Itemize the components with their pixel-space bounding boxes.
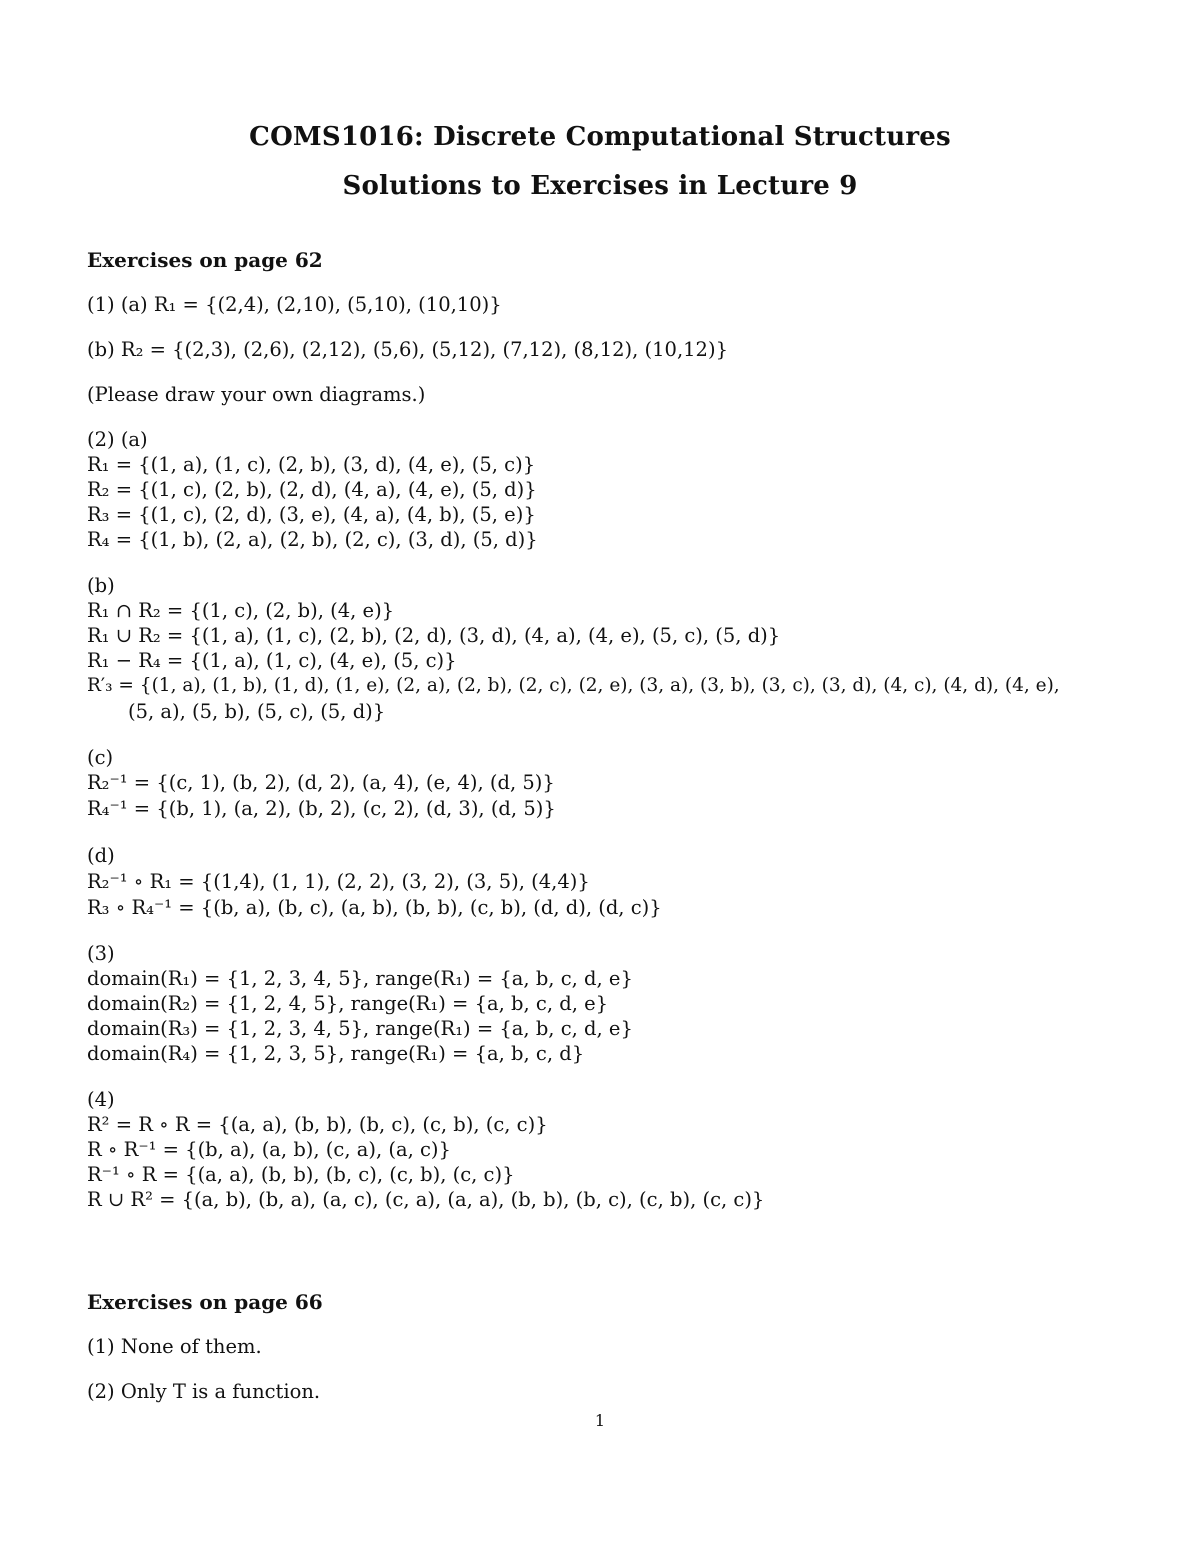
answer-line: (b) R₂ = {(2,3), (2,6), (2,12), (5,6), (5,12), (7,12), (8,12), (10,12)} bbox=[87, 338, 728, 361]
answer-line: R₄⁻¹ = {(b, 1), (a, 2), (b, 2), (c, 2), (d, 3), (d, 5)} bbox=[87, 797, 556, 820]
answer-line: R² = R ∘ R = {(a, a), (b, b), (b, c), (c, b), (c, c)} bbox=[87, 1113, 548, 1136]
answer-line: R⁻¹ ∘ R = {(a, a), (b, b), (b, c), (c, b), (c, c)} bbox=[87, 1163, 515, 1186]
answer-line: (3) bbox=[87, 942, 115, 965]
section-heading-page-62: Exercises on page 62 bbox=[87, 248, 323, 272]
section-heading-page-66: Exercises on page 66 bbox=[87, 1290, 323, 1314]
document-subtitle: Solutions to Exercises in Lecture 9 bbox=[342, 171, 858, 201]
answer-line: R₃ = {(1, c), (2, d), (3, e), (4, a), (4, b), (5, e)} bbox=[87, 503, 536, 526]
answer-line: R′₃ = {(1, a), (1, b), (1, d), (1, e), (2, a), (2, b), (2, c), (2, e), (3, a), (3, b), (3, c), (3, d), (4, c), (4, d), (4, e), bbox=[87, 675, 1060, 696]
answer-line: (2) (a) bbox=[87, 428, 148, 451]
answer-line: R₁ ∪ R₂ = {(1, a), (1, c), (2, b), (2, d), (3, d), (4, a), (4, e), (5, c), (5, d)} bbox=[87, 624, 781, 647]
answer-line: (c) bbox=[87, 746, 114, 769]
answer-line: R ∪ R² = {(a, b), (b, a), (a, c), (c, a), (a, a), (b, b), (b, c), (c, b), (c, c)} bbox=[87, 1188, 765, 1211]
answer-line: domain(R₁) = {1, 2, 3, 4, 5}, range(R₁) = {a, b, c, d, e} bbox=[87, 967, 633, 990]
answer-line: R₂ = {(1, c), (2, b), (2, d), (4, a), (4, e), (5, d)} bbox=[87, 478, 537, 501]
answer-line: (1) (a) R₁ = {(2,4), (2,10), (5,10), (10,10)} bbox=[87, 293, 502, 316]
answer-line: R₃ ∘ R₄⁻¹ = {(b, a), (b, c), (a, b), (b, b), (c, b), (d, d), (d, c)} bbox=[87, 896, 662, 919]
answer-line: R ∘ R⁻¹ = {(b, a), (a, b), (c, a), (a, c)} bbox=[87, 1138, 451, 1161]
answer-line: R₁ − R₄ = {(1, a), (1, c), (4, e), (5, c)} bbox=[87, 649, 457, 672]
answer-line: R₂⁻¹ ∘ R₁ = {(1,4), (1, 1), (2, 2), (3, 2), (3, 5), (4,4)} bbox=[87, 870, 590, 893]
answer-line: (2) Only T is a function. bbox=[87, 1380, 321, 1403]
answer-line: (4) bbox=[87, 1088, 115, 1111]
answer-line: R₄ = {(1, b), (2, a), (2, b), (2, c), (3, d), (5, d)} bbox=[87, 528, 538, 551]
answer-line: R₁ ∩ R₂ = {(1, c), (2, b), (4, e)} bbox=[87, 599, 395, 622]
answer-line: domain(R₃) = {1, 2, 3, 4, 5}, range(R₁) = {a, b, c, d, e} bbox=[87, 1017, 633, 1040]
document-title: COMS1016: Discrete Computational Structures bbox=[249, 122, 951, 152]
answer-line: (1) None of them. bbox=[87, 1335, 262, 1358]
answer-line: (b) bbox=[87, 574, 115, 597]
answer-line: (d) bbox=[87, 844, 115, 867]
answer-line: domain(R₂) = {1, 2, 4, 5}, range(R₁) = {a, b, c, d, e} bbox=[87, 992, 609, 1015]
answer-line: R₁ = {(1, a), (1, c), (2, b), (3, d), (4, e), (5, c)} bbox=[87, 453, 536, 476]
answer-line: (Please draw your own diagrams.) bbox=[87, 383, 426, 406]
answer-line: (5, a), (5, b), (5, c), (5, d)} bbox=[128, 700, 386, 723]
answer-line: R₂⁻¹ = {(c, 1), (b, 2), (d, 2), (a, 4), (e, 4), (d, 5)} bbox=[87, 771, 555, 794]
page-number: 1 bbox=[594, 1411, 606, 1430]
answer-line: domain(R₄) = {1, 2, 3, 5}, range(R₁) = {a, b, c, d} bbox=[87, 1042, 585, 1065]
